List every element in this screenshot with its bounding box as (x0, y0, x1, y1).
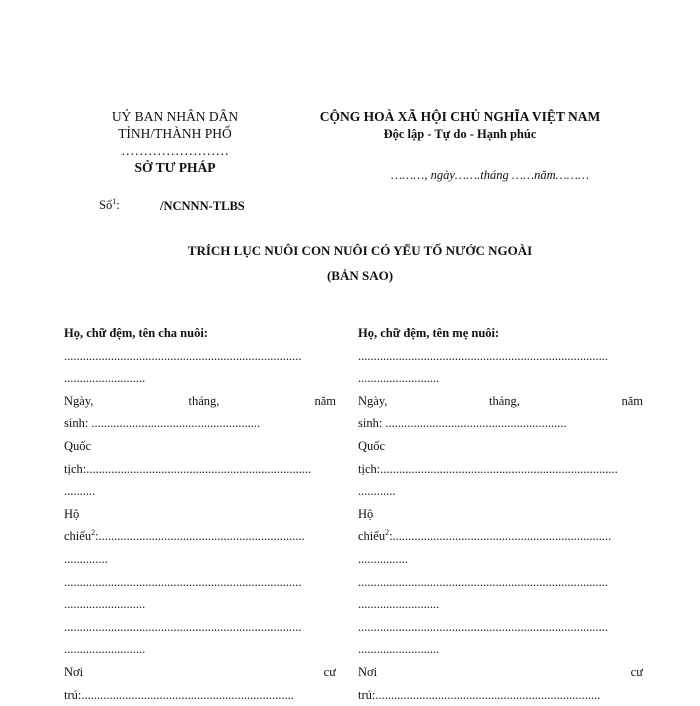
mother-blank-line-4[interactable]: .......................... (358, 638, 643, 661)
passport-word: chiếu (64, 529, 91, 543)
dob-month-word: tháng, (489, 390, 520, 413)
mother-name-field-cont[interactable]: .......................... (358, 367, 643, 390)
father-name-field[interactable]: ............................................................................ (64, 345, 336, 368)
motto: Độc lập - Tự do - Hạnh phúc (300, 126, 620, 142)
passport-dots: :.................................................................. (95, 529, 305, 543)
mother-dob-field[interactable]: sinh: .......................................................... (358, 412, 643, 435)
country-name: CỘNG HOÀ XÃ HỘI CHỦ NGHĨA VIỆT NAM (300, 108, 620, 126)
authority-line-1: UỶ BAN NHÂN DÂN (80, 108, 270, 125)
mother-passport-label: Hộ (358, 503, 643, 526)
authority-line-2: TỈNH/THÀNH PHỐ (80, 125, 270, 142)
dob-year-word: năm (314, 390, 336, 413)
mother-nationality-label: Quốc (358, 435, 643, 458)
passport-word: chiếu (358, 529, 385, 543)
mother-blank-line-2[interactable]: .......................... (358, 593, 643, 616)
father-residence-label (64, 661, 336, 684)
dob-month-word: tháng, (188, 390, 219, 413)
adoptive-mother-section (358, 322, 643, 706)
mother-blank-line-3[interactable]: ................................................................................ (358, 616, 643, 639)
father-name-field-cont[interactable]: .......................... (64, 367, 336, 390)
father-blank-line-4[interactable]: .......................... (64, 638, 336, 661)
document-number: /NCNNN-TLBS (160, 199, 245, 214)
mother-passport-field[interactable] (358, 525, 643, 548)
dob-day-word: Ngày, (358, 390, 387, 413)
mother-residence-label (358, 661, 643, 684)
father-nationality-label: Quốc (64, 435, 336, 458)
father-passport-label: Hộ (64, 503, 336, 526)
father-dob-field[interactable]: sinh: ...................................................... (64, 412, 336, 435)
residence-word-1: Nơi (64, 661, 83, 684)
father-nationality-field-cont[interactable]: .......... (64, 480, 336, 503)
father-blank-line-1[interactable]: ............................................................................ (64, 571, 336, 594)
father-blank-line-2[interactable]: .......................... (64, 593, 336, 616)
father-passport-field-cont[interactable]: .............. (64, 548, 336, 571)
mother-name-label: Họ, chữ đệm, tên mẹ nuôi: (358, 322, 643, 345)
passport-dots: :...................................................................... (389, 529, 611, 543)
father-residence-field[interactable]: trú:.................................................................... (64, 684, 336, 706)
footnote-marker: 2 (385, 528, 389, 537)
mother-name-field[interactable]: ................................................................................ (358, 345, 643, 368)
father-blank-line-3[interactable]: ............................................................................ (64, 616, 336, 639)
authority-department: SỞ TƯ PHÁP (80, 159, 270, 176)
document-number-label (99, 198, 120, 213)
dob-day-word: Ngày, (64, 390, 93, 413)
document-title: TRÍCH LỤC NUÔI CON NUÔI CÓ YẾU TỐ NƯỚC NGOÀI (90, 243, 630, 259)
mother-dob-label (358, 390, 643, 413)
residence-word-2: cư (324, 661, 336, 684)
mother-passport-field-cont[interactable]: ................ (358, 548, 643, 571)
father-nationality-field[interactable]: tịch:........................................................................ (64, 458, 336, 481)
document-subtitle: (BẢN SAO) (90, 268, 630, 284)
adoptive-father-section (64, 322, 336, 706)
footnote-marker: 2 (91, 528, 95, 537)
residence-word-1: Nơi (358, 661, 377, 684)
date-line: ………, ngày…….tháng ……năm……… (391, 168, 589, 183)
dob-year-word: năm (621, 390, 643, 413)
so-colon: : (116, 198, 119, 212)
father-name-label: Họ, chữ đệm, tên cha nuôi: (64, 322, 336, 345)
residence-word-2: cư (631, 661, 643, 684)
national-motto-block (300, 108, 620, 142)
father-dob-label (64, 390, 336, 413)
mother-blank-line-1[interactable]: ................................................................................ (358, 571, 643, 594)
issuing-authority-block (80, 108, 270, 176)
mother-nationality-field[interactable]: tịch:............................................................................ (358, 458, 643, 481)
mother-residence-field[interactable]: trú:........................................................................ (358, 684, 643, 706)
authority-line-3: …………………… (80, 142, 270, 159)
so-text: Số (99, 198, 112, 212)
father-passport-field[interactable] (64, 525, 336, 548)
footnote-marker: 1 (112, 197, 116, 206)
mother-nationality-field-cont[interactable]: ............ (358, 480, 643, 503)
